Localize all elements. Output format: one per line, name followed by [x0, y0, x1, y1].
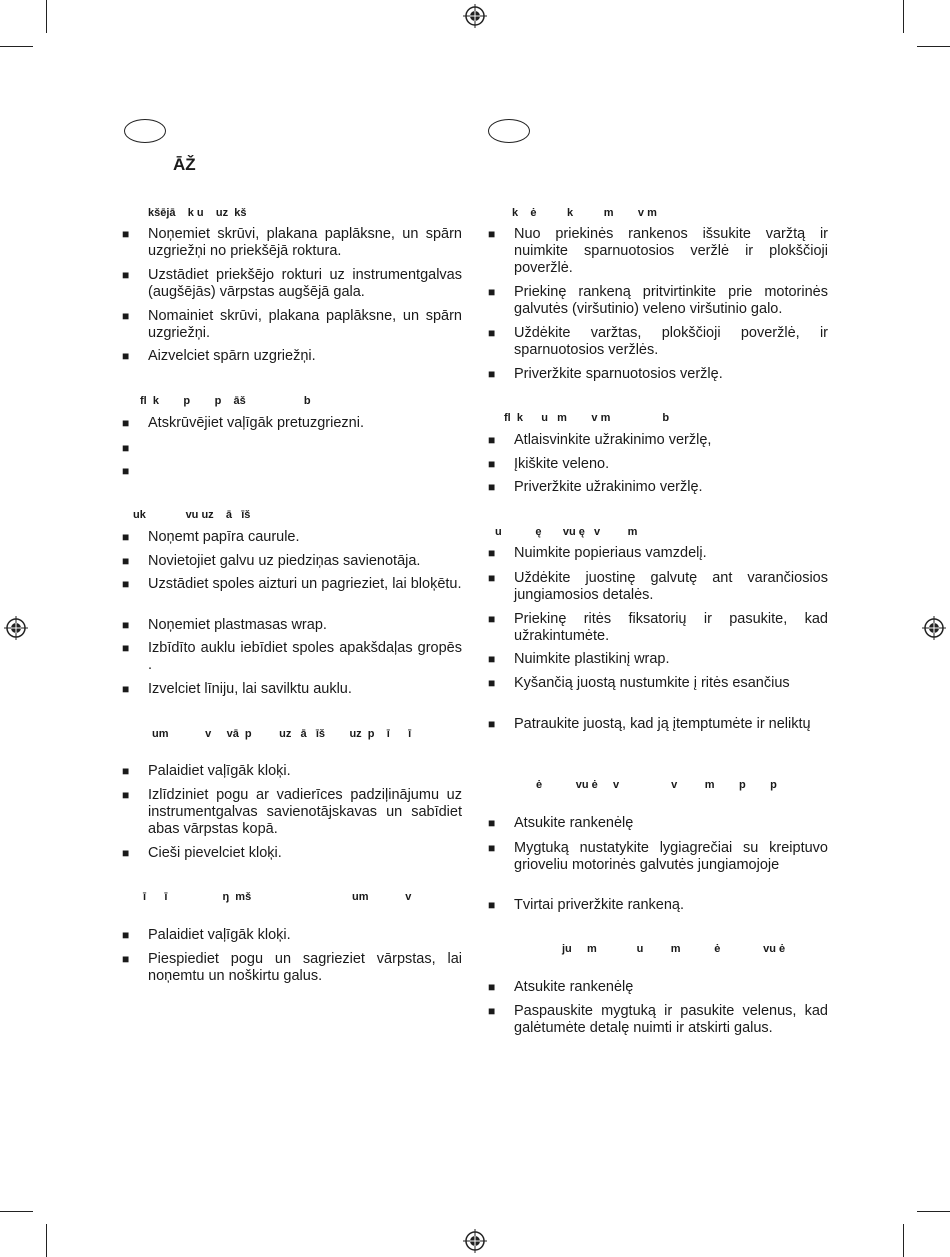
list-item-text: Atlaisvinkite užrakinimo veržlę,	[514, 432, 712, 448]
list-item-text: Nomainiet skrūvi, plakana paplāksne, un spārn uzgriežņi.	[148, 308, 462, 341]
list-item: ■ Kyšančią juostą nustumkite į ritės esančius	[488, 675, 790, 691]
crop-mark-top-left-h	[0, 46, 33, 47]
list-item-text: Noņemiet skrūvi, plakana paplāksne, un spārn uzgriežņi no priekšējā roktura.	[148, 226, 462, 259]
list-item-text: Kyšančią juostą nustumkite į ritės esančius	[514, 675, 790, 691]
registration-mark-right-icon	[922, 616, 946, 640]
list-item-text: Cieši pievelciet kloķi.	[148, 845, 282, 861]
list-item: ■ Noņemiet plastmasas wrap.	[122, 617, 327, 633]
list-item: ■ Patraukite juostą, kad ją įtemptumėte ir neliktų	[488, 716, 811, 732]
list-item-text: Atsukite rankenėlę	[514, 979, 634, 995]
list-item: ■ Uzstādiet spoles aizturi un pagrieziet, lai bloķētu.	[122, 576, 462, 592]
list-item-text: Uzstādiet priekšējo rokturi uz instrumentgalvas (augšējās) vārpstas augšējā gala.	[148, 267, 462, 300]
list-item: ■ Aizvelciet spārn uzgriežņi.	[122, 348, 316, 364]
list-item: ■ Uzstādiet priekšējo rokturi uz instrumentgalvas (augšējās) vārpstas augšējā gala.	[122, 267, 462, 300]
list-item-text: Patraukite juostą, kad ją įtemptumėte ir neliktų	[514, 716, 811, 732]
list-item: ■ Priekinę ritės fiksatorių ir pasukite, kad užrakintumėte.	[488, 611, 828, 644]
list-item: ■ Noņemiet skrūvi, plakana paplāksne, un spārn uzgriežņi no priekšējā roktura.	[122, 226, 462, 259]
list-item-text: Atskrūvējiet vaļīgāk pretuzgriezni.	[148, 415, 364, 431]
list-item: ■ Nuo priekinės rankenos išsukite varžtą ir nuimkite sparnuotosios veržlė ir plokščioji poveržlė.	[488, 226, 828, 276]
list-item-text: Noņemiet plastmasas wrap.	[148, 617, 327, 633]
list-item-text: Noņemt papīra caurule.	[148, 529, 300, 545]
crop-mark-bottom-left-v	[46, 1224, 47, 1257]
list-item: ■ Izvelciet līniju, lai savilktu auklu.	[122, 681, 352, 697]
page-title: ĀŽ	[173, 155, 196, 174]
list-item-text: Tvirtai priveržkite rankeną.	[514, 897, 685, 913]
list-item: ■ Atlaisvinkite užrakinimo veržlę,	[488, 432, 712, 448]
list-item: ■ Izlīdziniet pogu ar vadierīces padziļinājumu uz instrumentgalvas savienotājskavas un sabīdiet abas vārpstas kopā.	[122, 787, 462, 837]
list-item-text: Uzstādiet spoles aizturi un pagrieziet, lai bloķētu.	[148, 576, 462, 592]
list-item-text: Palaidiet vaļīgāk kloķi.	[148, 927, 291, 943]
list-item: ■ Izbīdīto auklu iebīdiet spoles apakšdaļas gropēs .	[122, 640, 462, 673]
list-item: ■ Atsukite rankenėlę	[488, 815, 634, 831]
list-item-text: Mygtuką nustatykite lygiagrečiai su kreiptuvo grioveliu motorinės galvutės jungiamojoje	[514, 840, 828, 873]
language-badge-right	[488, 119, 530, 143]
crop-mark-top-left-v	[46, 0, 47, 33]
list-item-text: Aizvelciet spārn uzgriežņi.	[148, 348, 316, 364]
crop-mark-top-right-h	[917, 46, 950, 47]
list-item: ■ Tvirtai priveržkite rankeną.	[488, 897, 685, 913]
registration-mark-bottom-icon	[463, 1229, 487, 1253]
crop-mark-bottom-right-v	[903, 1224, 904, 1257]
list-item: ■ Mygtuką nustatykite lygiagrečiai su kreiptuvo grioveliu motorinės galvutės jungiamojoje	[488, 840, 828, 873]
list-item: ■ Įkiškite veleno.	[488, 456, 610, 472]
language-badge-left	[124, 119, 166, 143]
section-heading: fl k u m v m b	[504, 412, 670, 424]
list-item: ■ Palaidiet vaļīgāk kloķi.	[122, 927, 291, 943]
crop-mark-bottom-right-h	[917, 1211, 950, 1212]
list-item: ■ Nuimkite popieriaus vamzdelį.	[488, 545, 707, 561]
list-item: ■ Novietojiet galvu uz piedziņas savienotāja.	[122, 553, 421, 569]
list-item: ■ Atsukite rankenėlę	[488, 979, 634, 995]
registration-mark-left-icon	[4, 616, 28, 640]
section-heading: ju m u m ė vu ė	[562, 943, 786, 955]
crop-mark-bottom-left-h	[0, 1211, 33, 1212]
list-item: ■ Noņemt papīra caurule.	[122, 529, 300, 545]
list-item: ■ Uždėkite varžtas, plokščioji poveržlė, ir sparnuotosios veržlės.	[488, 325, 828, 358]
section-heading: ī ī ŋ mš um v	[143, 891, 412, 903]
list-item-text: Priveržkite užrakinimo veržlę.	[514, 479, 703, 495]
list-item-text: Įkiškite veleno.	[514, 456, 610, 472]
list-item: ■ Atskrūvējiet vaļīgāk pretuzgriezni.	[122, 415, 364, 431]
section-heading: k ė k m v m	[512, 207, 657, 219]
list-item-text: Palaidiet vaļīgāk kloķi.	[148, 763, 291, 779]
list-item: ■ Uždėkite juostinę galvutę ant varančiosios jungiamosios detalės.	[488, 570, 828, 603]
list-item-text: Novietojiet galvu uz piedziņas savienotāja.	[148, 553, 421, 569]
list-item-text: Nuimkite popieriaus vamzdelį.	[514, 545, 707, 561]
list-item: ■ Cieši pievelciet kloķi.	[122, 845, 282, 861]
list-item: ■ Nomainiet skrūvi, plakana paplāksne, un spārn uzgriežņi.	[122, 308, 462, 341]
section-heading: kšējā k u uz kš	[148, 207, 247, 219]
list-item-text: Priekinę rankeną pritvirtinkite prie motorinės galvutės (viršutinio) veleno viršutinio galo.	[514, 284, 828, 317]
list-item-text: Nuimkite plastikinį wrap.	[514, 651, 670, 667]
section-heading: ė vu ė v v m p p	[536, 779, 777, 791]
list-item: ■ Priveržkite sparnuotosios veržlę.	[488, 366, 723, 382]
list-item-text: Izlīdziniet pogu ar vadierīces padziļinājumu uz instrumentgalvas savienotājskavas un sabīdiet abas vārpstas kopā.	[148, 787, 462, 837]
list-item: ■ Piespiediet pogu un sagrieziet vārpstas, lai noņemtu un noškirtu galus.	[122, 951, 462, 984]
list-item-text: Paspauskite mygtuką ir pasukite velenus, kad galėtumėte detalę nuimti ir atskirti galus.	[514, 1003, 828, 1036]
list-item: ■ Nuimkite plastikinį wrap.	[488, 651, 670, 667]
list-item-text: Izvelciet līniju, lai savilktu auklu.	[148, 681, 352, 697]
section-heading: uk vu uz ā īš	[133, 509, 251, 521]
crop-mark-top-right-v	[903, 0, 904, 33]
list-item-text: Piespiediet pogu un sagrieziet vārpstas, lai noņemtu un noškirtu galus.	[148, 951, 462, 984]
list-item-text: Nuo priekinės rankenos išsukite varžtą ir nuimkite sparnuotosios veržlė ir plokščioji poveržlė.	[514, 226, 828, 276]
section-heading: u ę vu ę v m	[495, 526, 638, 538]
list-item-text: Atsukite rankenėlę	[514, 815, 634, 831]
list-item-text: Priekinę ritės fiksatorių ir pasukite, kad užrakintumėte.	[514, 611, 828, 644]
list-item-text: Uždėkite varžtas, plokščioji poveržlė, ir sparnuotosios veržlės.	[514, 325, 828, 358]
section-heading: um v vā p uz ā īš uz p ī ī	[152, 728, 412, 740]
section-heading: fl k p p āš b	[140, 395, 311, 407]
list-item-text: Priveržkite sparnuotosios veržlę.	[514, 366, 723, 382]
list-item: ■ Paspauskite mygtuką ir pasukite velenus, kad galėtumėte detalę nuimti ir atskirti galus.	[488, 1003, 828, 1036]
list-item: ■ Palaidiet vaļīgāk kloķi.	[122, 763, 291, 779]
list-item-text: Uždėkite juostinę galvutę ant varančiosios jungiamosios detalės.	[514, 570, 828, 603]
list-item: ■ Priekinę rankeną pritvirtinkite prie motorinės galvutės (viršutinio) veleno viršutinio galo.	[488, 284, 828, 317]
registration-mark-top-icon	[463, 4, 487, 28]
list-item: ■ Priveržkite užrakinimo veržlę.	[488, 479, 703, 495]
list-item-text: Izbīdīto auklu iebīdiet spoles apakšdaļas gropēs .	[148, 640, 462, 673]
